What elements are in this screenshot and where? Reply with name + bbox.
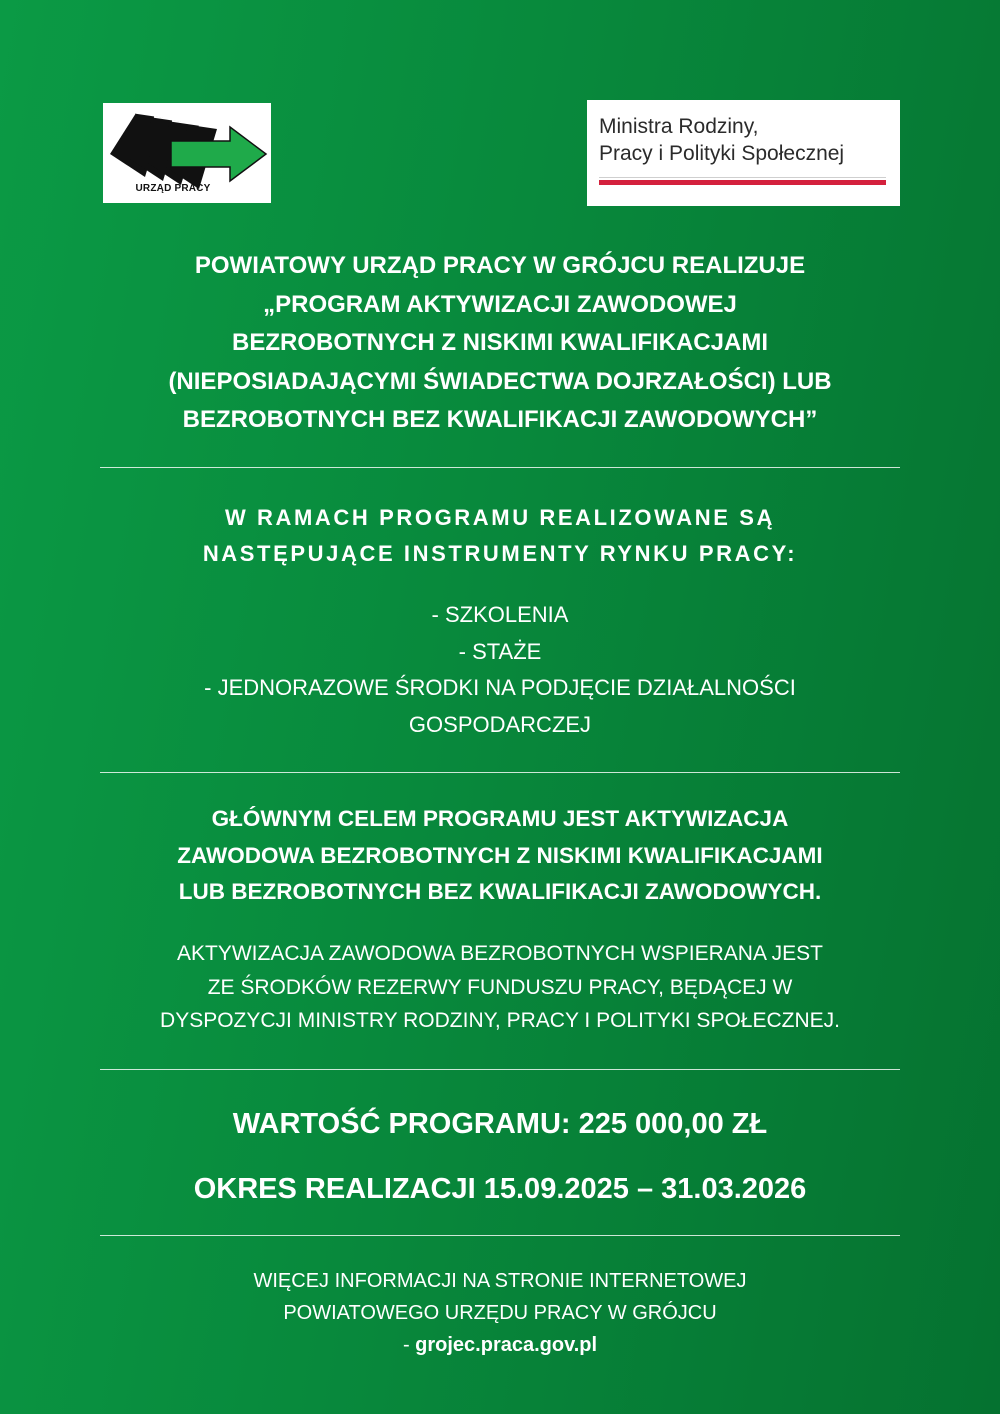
more-info-link-row xyxy=(100,1329,900,1361)
funding-line: DYSPOZYCJI MINISTRY RODZINY, PRACY I POLITYKI SPOŁECZNEJ. xyxy=(160,1009,840,1032)
headline-line: (NIEPOSIADAJĄCYMI ŚWIADECTWA DOJRZAŁOŚCI) LUB xyxy=(168,367,832,395)
link-prefix: - xyxy=(402,1334,416,1356)
instruments-list xyxy=(100,597,900,743)
instrument-item: - STAŻE xyxy=(458,638,542,664)
instruments-title xyxy=(100,500,900,572)
urzad-pracy-logo xyxy=(103,103,271,203)
more-info-line1: WIĘCEJ INFORMACJI NA STRONIE INTERNETOWEJ xyxy=(253,1270,747,1292)
headline-line: BEZROBOTNYCH Z NISKIMI KWALIFIKACJAMI xyxy=(232,329,768,356)
program-goal xyxy=(100,801,900,911)
ministry-logo-red-stripe xyxy=(599,180,886,185)
instruments-title-line: NASTĘPUJĄCE INSTRUMENTY RYNKU PRACY: xyxy=(202,541,798,566)
instrument-item: GOSPODARCZEJ xyxy=(408,711,592,737)
funding-note xyxy=(100,937,900,1038)
ministry-logo-line2: Pracy i Polityki Społecznej xyxy=(599,142,845,165)
funding-line: AKTYWIZACJA ZAWODOWA BEZROBOTNYCH WSPIERANA JEST xyxy=(176,942,823,965)
goal-line: ZAWODOWA BEZROBOTNYCH Z NISKIMI KWALIFIKACJAMI xyxy=(177,842,823,868)
goal-line: GŁÓWNYM CELEM PROGRAMU JEST AKTYWIZACJA xyxy=(211,806,789,831)
instrument-item: - SZKOLENIA xyxy=(431,602,569,627)
ministry-logo-line1: Ministra Rodziny, xyxy=(599,115,759,138)
website-link[interactable]: grojec.praca.gov.pl xyxy=(415,1334,598,1356)
goal-line: LUB BEZROBOTNYCH BEZ KWALIFIKACJI ZAWODOWYCH. xyxy=(178,879,822,904)
program-period: OKRES REALIZACJI 15.09.2025 – 31.03.2026 xyxy=(193,1173,807,1205)
more-info-line2: POWIATOWEGO URZĘDU PRACY W GRÓJCU xyxy=(283,1302,717,1324)
ministry-logo-divider xyxy=(599,177,886,178)
divider xyxy=(100,772,900,773)
divider xyxy=(100,1235,900,1236)
instruments-title-line: W RAMACH PROGRAMU REALIZOWANE SĄ xyxy=(224,505,776,530)
funding-line: ZE ŚRODKÓW REZERWY FUNDUSZU PRACY, BĘDĄCEJ W xyxy=(207,975,793,999)
program-headline xyxy=(100,247,900,440)
divider xyxy=(100,467,900,468)
divider xyxy=(100,1069,900,1070)
ministry-logo xyxy=(587,100,900,206)
headline-line: POWIATOWY URZĄD PRACY W GRÓJCU REALIZUJE xyxy=(194,252,806,279)
headline-line: BEZROBOTNYCH BEZ KWALIFIKACJI ZAWODOWYCH” xyxy=(182,406,818,433)
more-info xyxy=(100,1265,900,1361)
instrument-item: - JEDNORAZOWE ŚRODKI NA PODJĘCIE DZIAŁALNOŚCI xyxy=(204,675,796,700)
program-value: WARTOŚĆ PROGRAMU: 225 000,00 ZŁ xyxy=(232,1108,768,1140)
urzad-pracy-logo-text: URZĄD PRACY xyxy=(135,183,211,194)
headline-line: „PROGRAM AKTYWIZACJI ZAWODOWEJ xyxy=(263,290,737,318)
